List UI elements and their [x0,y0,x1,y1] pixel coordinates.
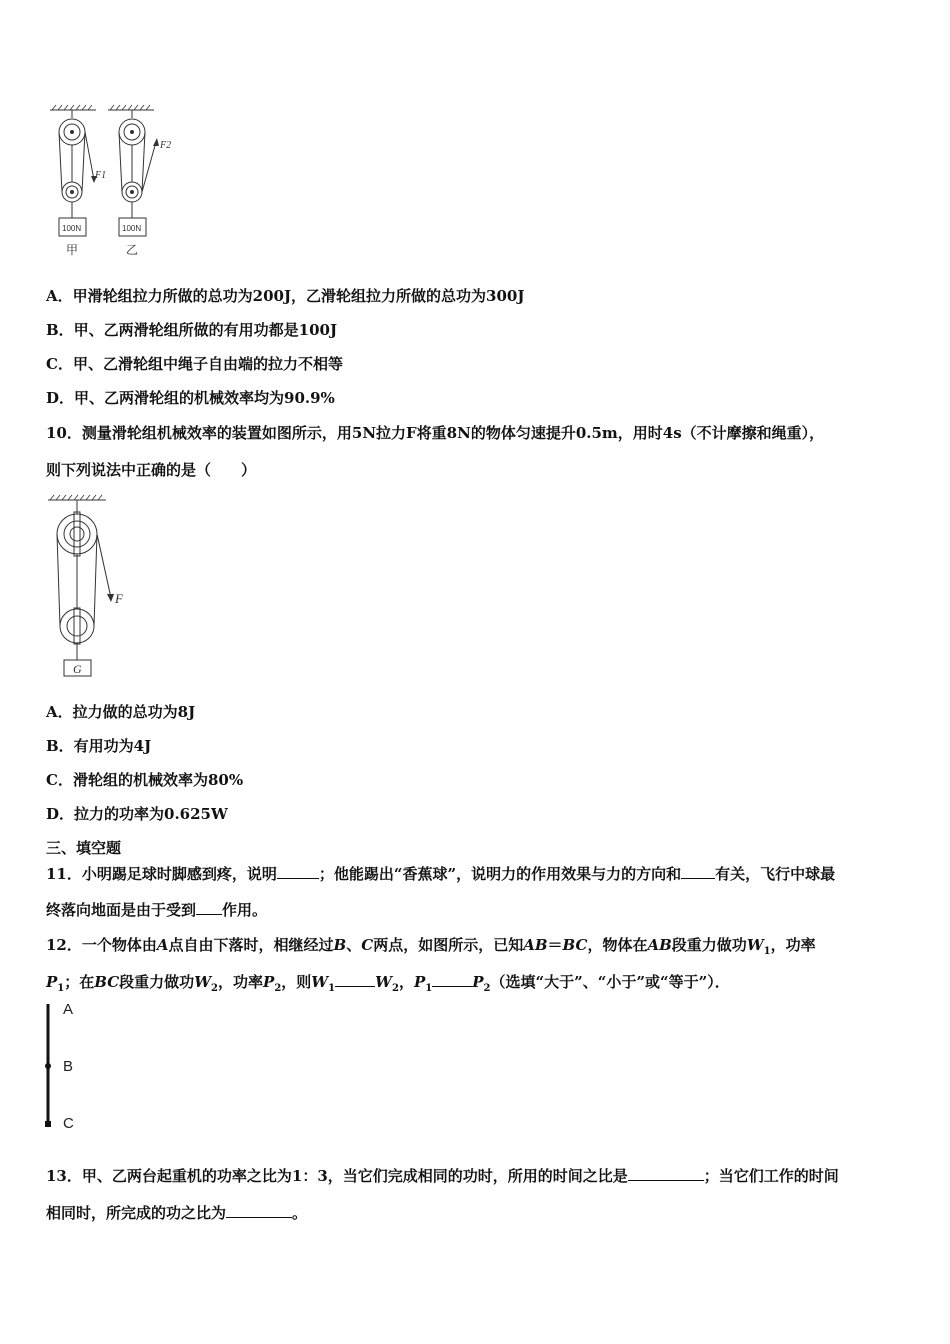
force-f1-label: F1 [95,170,107,181]
q10-option-c: C．滑轮组的机械效率为80% [46,771,244,789]
q12-var-ab-2: AB [647,936,672,954]
q10-block-label: G [73,662,82,676]
q12-var-w-2: W [194,973,212,991]
q12-text-10: ，则 [281,973,312,991]
q11-line1 [46,864,835,884]
q13-text-2: ；当它们工作的时间 [703,1167,839,1185]
q12-var-w2: W [375,973,392,991]
caption-jia: 甲 [66,243,79,257]
q12-line2 [46,972,730,999]
q12-sep: 、 [346,936,362,954]
q12-text-5: 段重力做功 [671,936,747,954]
q12-var-bc: BC [562,936,588,954]
q11-text-3: 有关，飞行中球最 [715,865,836,883]
q12-text-3: 两点，如图所示，已知 [373,936,524,954]
q10-pulley-figure [44,494,134,680]
q11-blank-1[interactable] [277,864,319,879]
q12-var-ab: AB [523,936,548,954]
pulley-figure-jia-yi [44,104,184,260]
force-f2-label: F2 [160,140,172,151]
q12-sub-w2b: 2 [391,983,399,994]
q13-text-4: 。 [292,1204,308,1222]
q12-text-4: ，物体在 [587,936,648,954]
q12-text-11: （选填“大于”、“小于”或“等于”）． [490,973,730,991]
q9-option-c: C．甲、乙滑轮组中绳子自由端的拉力不相等 [46,355,343,373]
q12-sub-p1: 1 [57,983,65,994]
q13-line1 [46,1166,839,1186]
q12-fall-figure [40,1000,60,1132]
q12-text-2: 点自由下落时，相继经过 [168,936,334,954]
q12-var-p-2: P [263,973,275,991]
q12-point-a: A [63,1001,74,1018]
q10-force-label: F [115,591,123,606]
q12-text-7: ；在 [64,973,95,991]
q12-sub-p2: 2 [274,983,282,994]
q13-text-3: 相同时，所完成的功之比为 [46,1204,227,1222]
q12-sub-w1b: 1 [328,983,336,994]
q11-blank-3[interactable] [196,900,222,915]
q12-var-p: P [46,973,58,991]
q10-stem-line2: 则下列说法中正确的是（ ） [46,461,257,479]
q11-text-5: 作用。 [222,901,268,919]
q13-line2 [46,1203,307,1223]
q12-sub-1: 1 [763,946,771,957]
q12-point-b: B [63,1058,74,1075]
q10-option-d: D．拉力的功率为0.625W [46,805,228,823]
q12-text-6: ，功率 [770,936,816,954]
q12-var-p1: P [413,973,426,991]
q12-point-c: C [63,1115,74,1132]
block-weight-jia: 100N [62,224,82,233]
q12-text-1: 12．一个物体由 [46,936,157,954]
q11-line2 [46,900,267,920]
q9-option-d: D．甲、乙两滑轮组的机械效率均为90.9% [46,389,335,407]
q12-text-9: ，功率 [218,973,264,991]
caption-yi: 乙 [126,243,139,257]
q12-blank-1[interactable] [335,972,375,987]
q9-option-a: A．甲滑轮组拉力所做的总功为200J，乙滑轮组拉力所做的总功为300J [46,287,525,305]
q13-blank-1[interactable] [628,1166,704,1181]
q12-var-w: W [746,936,764,954]
q11-text-2: ；他能踢出“香蕉球”，说明力的作用效果与力的方向和 [318,865,682,883]
q12-comma: ， [398,973,414,991]
q12-sub-p1b: 1 [425,983,433,994]
q12-sub-p2b: 2 [483,983,491,994]
q11-text-4: 终落向地面是由于受到 [46,901,197,919]
q10-option-a: A．拉力做的总功为8J [46,703,196,721]
q12-var-a: A [156,936,169,954]
q12-var-p2: P [472,973,484,991]
q12-blank-2[interactable] [432,972,472,987]
q12-text-8: 段重力做功 [119,973,195,991]
q12-line1 [46,935,816,962]
q10-option-b: B．有用功为4J [46,737,152,755]
q12-var-bc-2: BC [94,973,120,991]
q12-var-b: B [333,936,347,954]
q10-stem-line1: 10．测量滑轮组机械效率的装置如图所示，用5N拉力F将重8N的物体匀速提升0.5m，用时4s（不计摩擦和绳重）， [46,424,825,442]
block-weight-yi: 100N [122,224,142,233]
q12-eq: ＝ [547,936,563,954]
q11-blank-2[interactable] [681,864,715,879]
q11-text-1: 11．小明踢足球时脚感到疼，说明 [46,865,277,883]
q12-var-w1: W [311,973,329,991]
section-title-fill-in: 三、填空题 [46,839,122,857]
q13-text-1: 13．甲、乙两台起重机的功率之比为1：3，当它们完成相同的功时，所用的时间之比是 [46,1167,628,1185]
q12-sub-w2: 2 [211,983,219,994]
q9-option-b: B．甲、乙两滑轮组所做的有用功都是100J [46,321,338,339]
q13-blank-2[interactable] [226,1203,292,1218]
q12-var-c: C [361,936,374,954]
